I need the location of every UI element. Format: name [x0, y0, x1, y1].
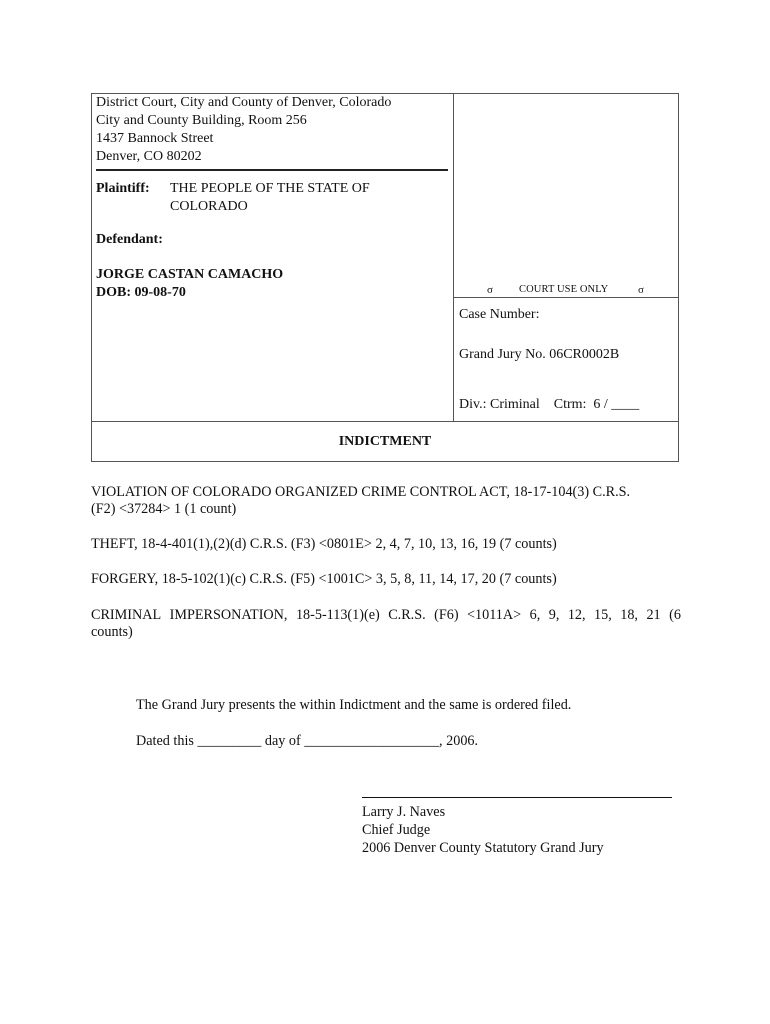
court-use-right-symbol: σ — [638, 284, 644, 296]
defendant-label: Defendant: — [96, 232, 163, 247]
charge-4-word: C.R.S. — [388, 607, 426, 623]
defendant-name: JORGE CASTAN CAMACHO — [96, 267, 284, 282]
division-courtroom: Div.: Criminal Ctrm: 6 / ____ — [459, 397, 640, 412]
court-use-only-rule — [453, 297, 679, 298]
caption-vertical-divider — [453, 93, 454, 421]
court-street: 1437 Bannock Street — [96, 131, 214, 146]
court-address-rule — [96, 169, 448, 171]
plaintiff-label: Plaintiff: — [96, 181, 150, 196]
charge-4-word: (6 — [669, 607, 681, 623]
charge-4-word: 9, — [548, 607, 560, 623]
plaintiff-name-line1: THE PEOPLE OF THE STATE OF — [170, 181, 370, 196]
charge-4-word: 18, — [620, 607, 638, 623]
signature-line — [362, 797, 672, 798]
grand-jury-number: Grand Jury No. 06CR0002B — [459, 347, 620, 362]
defendant-dob: DOB: 09-08-70 — [96, 285, 186, 300]
charge-4-word: 21 — [646, 607, 661, 623]
charge-1-line2: (F2) <37284> 1 (1 count) — [91, 501, 237, 517]
court-city: Denver, CO 80202 — [96, 149, 202, 164]
court-name: District Court, City and County of Denver, Colorado — [96, 95, 392, 110]
signer-body: 2006 Denver County Statutory Grand Jury — [362, 840, 604, 856]
court-use-left-symbol: σ — [487, 284, 493, 296]
charge-4-word: 18-5-113(1)(e) — [295, 607, 380, 623]
charge-1-line1: VIOLATION OF COLORADO ORGANIZED CRIME CONTROL ACT, 18-17-104(3) C.R.S. — [91, 484, 631, 500]
charge-4-word: (F6) — [434, 607, 459, 623]
charge-4-word: CRIMINAL — [91, 607, 162, 623]
charge-4-word: IMPERSONATION, — [169, 607, 288, 623]
document-title: INDICTMENT — [338, 434, 432, 449]
charge-4-word: 6, — [529, 607, 541, 623]
plaintiff-name-line2: COLORADO — [170, 199, 248, 214]
signer-title: Chief Judge — [362, 822, 431, 838]
charge-4-word: <1011A> — [467, 607, 522, 623]
charge-3: FORGERY, 18-5-102(1)(c) C.R.S. (F5) <1001C> 3, 5, 8, 11, 14, 17, 20 (7 counts) — [91, 571, 557, 587]
court-building: City and County Building, Room 256 — [96, 113, 307, 128]
signer-name: Larry J. Naves — [362, 804, 446, 820]
dated-line: Dated this _________ day of ___________________, 2006. — [136, 733, 479, 749]
caption-title-divider — [91, 421, 679, 422]
court-use-only-label: COURT USE ONLY — [519, 284, 609, 295]
charge-2: THEFT, 18-4-401(1),(2)(d) C.R.S. (F3) <0801E> 2, 4, 7, 10, 13, 16, 19 (7 counts) — [91, 536, 557, 552]
charge-4-line1 — [91, 607, 681, 624]
charge-4-line2: counts) — [91, 624, 133, 640]
case-number-label: Case Number: — [459, 307, 540, 322]
charge-4-word: 15, — [594, 607, 612, 623]
presentment-statement: The Grand Jury presents the within Indictment and the same is ordered filed. — [136, 697, 572, 713]
charge-4-word: 12, — [567, 607, 586, 623]
